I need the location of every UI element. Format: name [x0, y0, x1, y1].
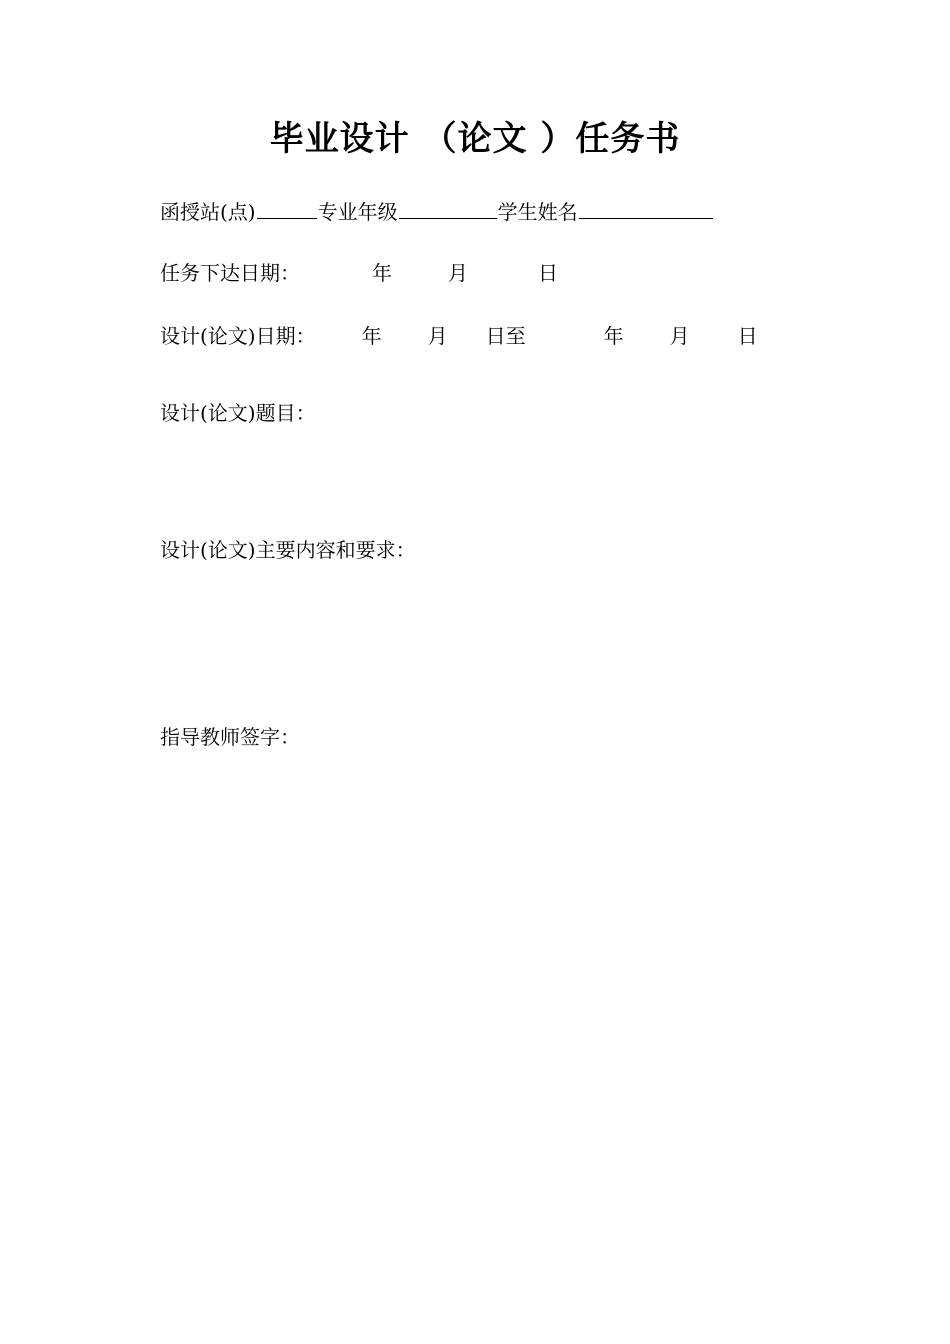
topic-label: 设计(论文)题目：: [160, 401, 316, 425]
issue-year: 年: [372, 261, 392, 285]
design-day-to: 日至: [485, 324, 526, 348]
design-month-2: 月: [669, 324, 690, 348]
issue-date-label: 任务下达日期：: [160, 261, 300, 285]
advisor-signature-label: 指导教师签字：: [160, 725, 300, 749]
issue-month: 月: [448, 261, 468, 285]
info-row: [160, 196, 714, 227]
content-label: 设计(论文)主要内容和要求：: [160, 538, 416, 562]
issue-day: 日: [538, 261, 558, 285]
design-year-2: 年: [603, 324, 624, 348]
major-blank[interactable]: [399, 196, 497, 219]
design-year-1: 年: [361, 324, 382, 348]
design-period-row: [160, 321, 758, 351]
major-label: 专业年级: [317, 200, 398, 224]
issue-date-row: [160, 258, 558, 288]
design-day-2: 日: [737, 324, 758, 348]
page-title: 毕业设计 （论文 ）任务书: [269, 119, 681, 159]
station-label: 函授站(点): [160, 200, 256, 224]
design-month-1: 月: [427, 324, 448, 348]
student-name-blank[interactable]: [579, 196, 713, 219]
student-label: 学生姓名: [497, 200, 578, 224]
design-period-label: 设计(论文)日期：: [160, 324, 316, 348]
station-blank[interactable]: [257, 196, 317, 219]
